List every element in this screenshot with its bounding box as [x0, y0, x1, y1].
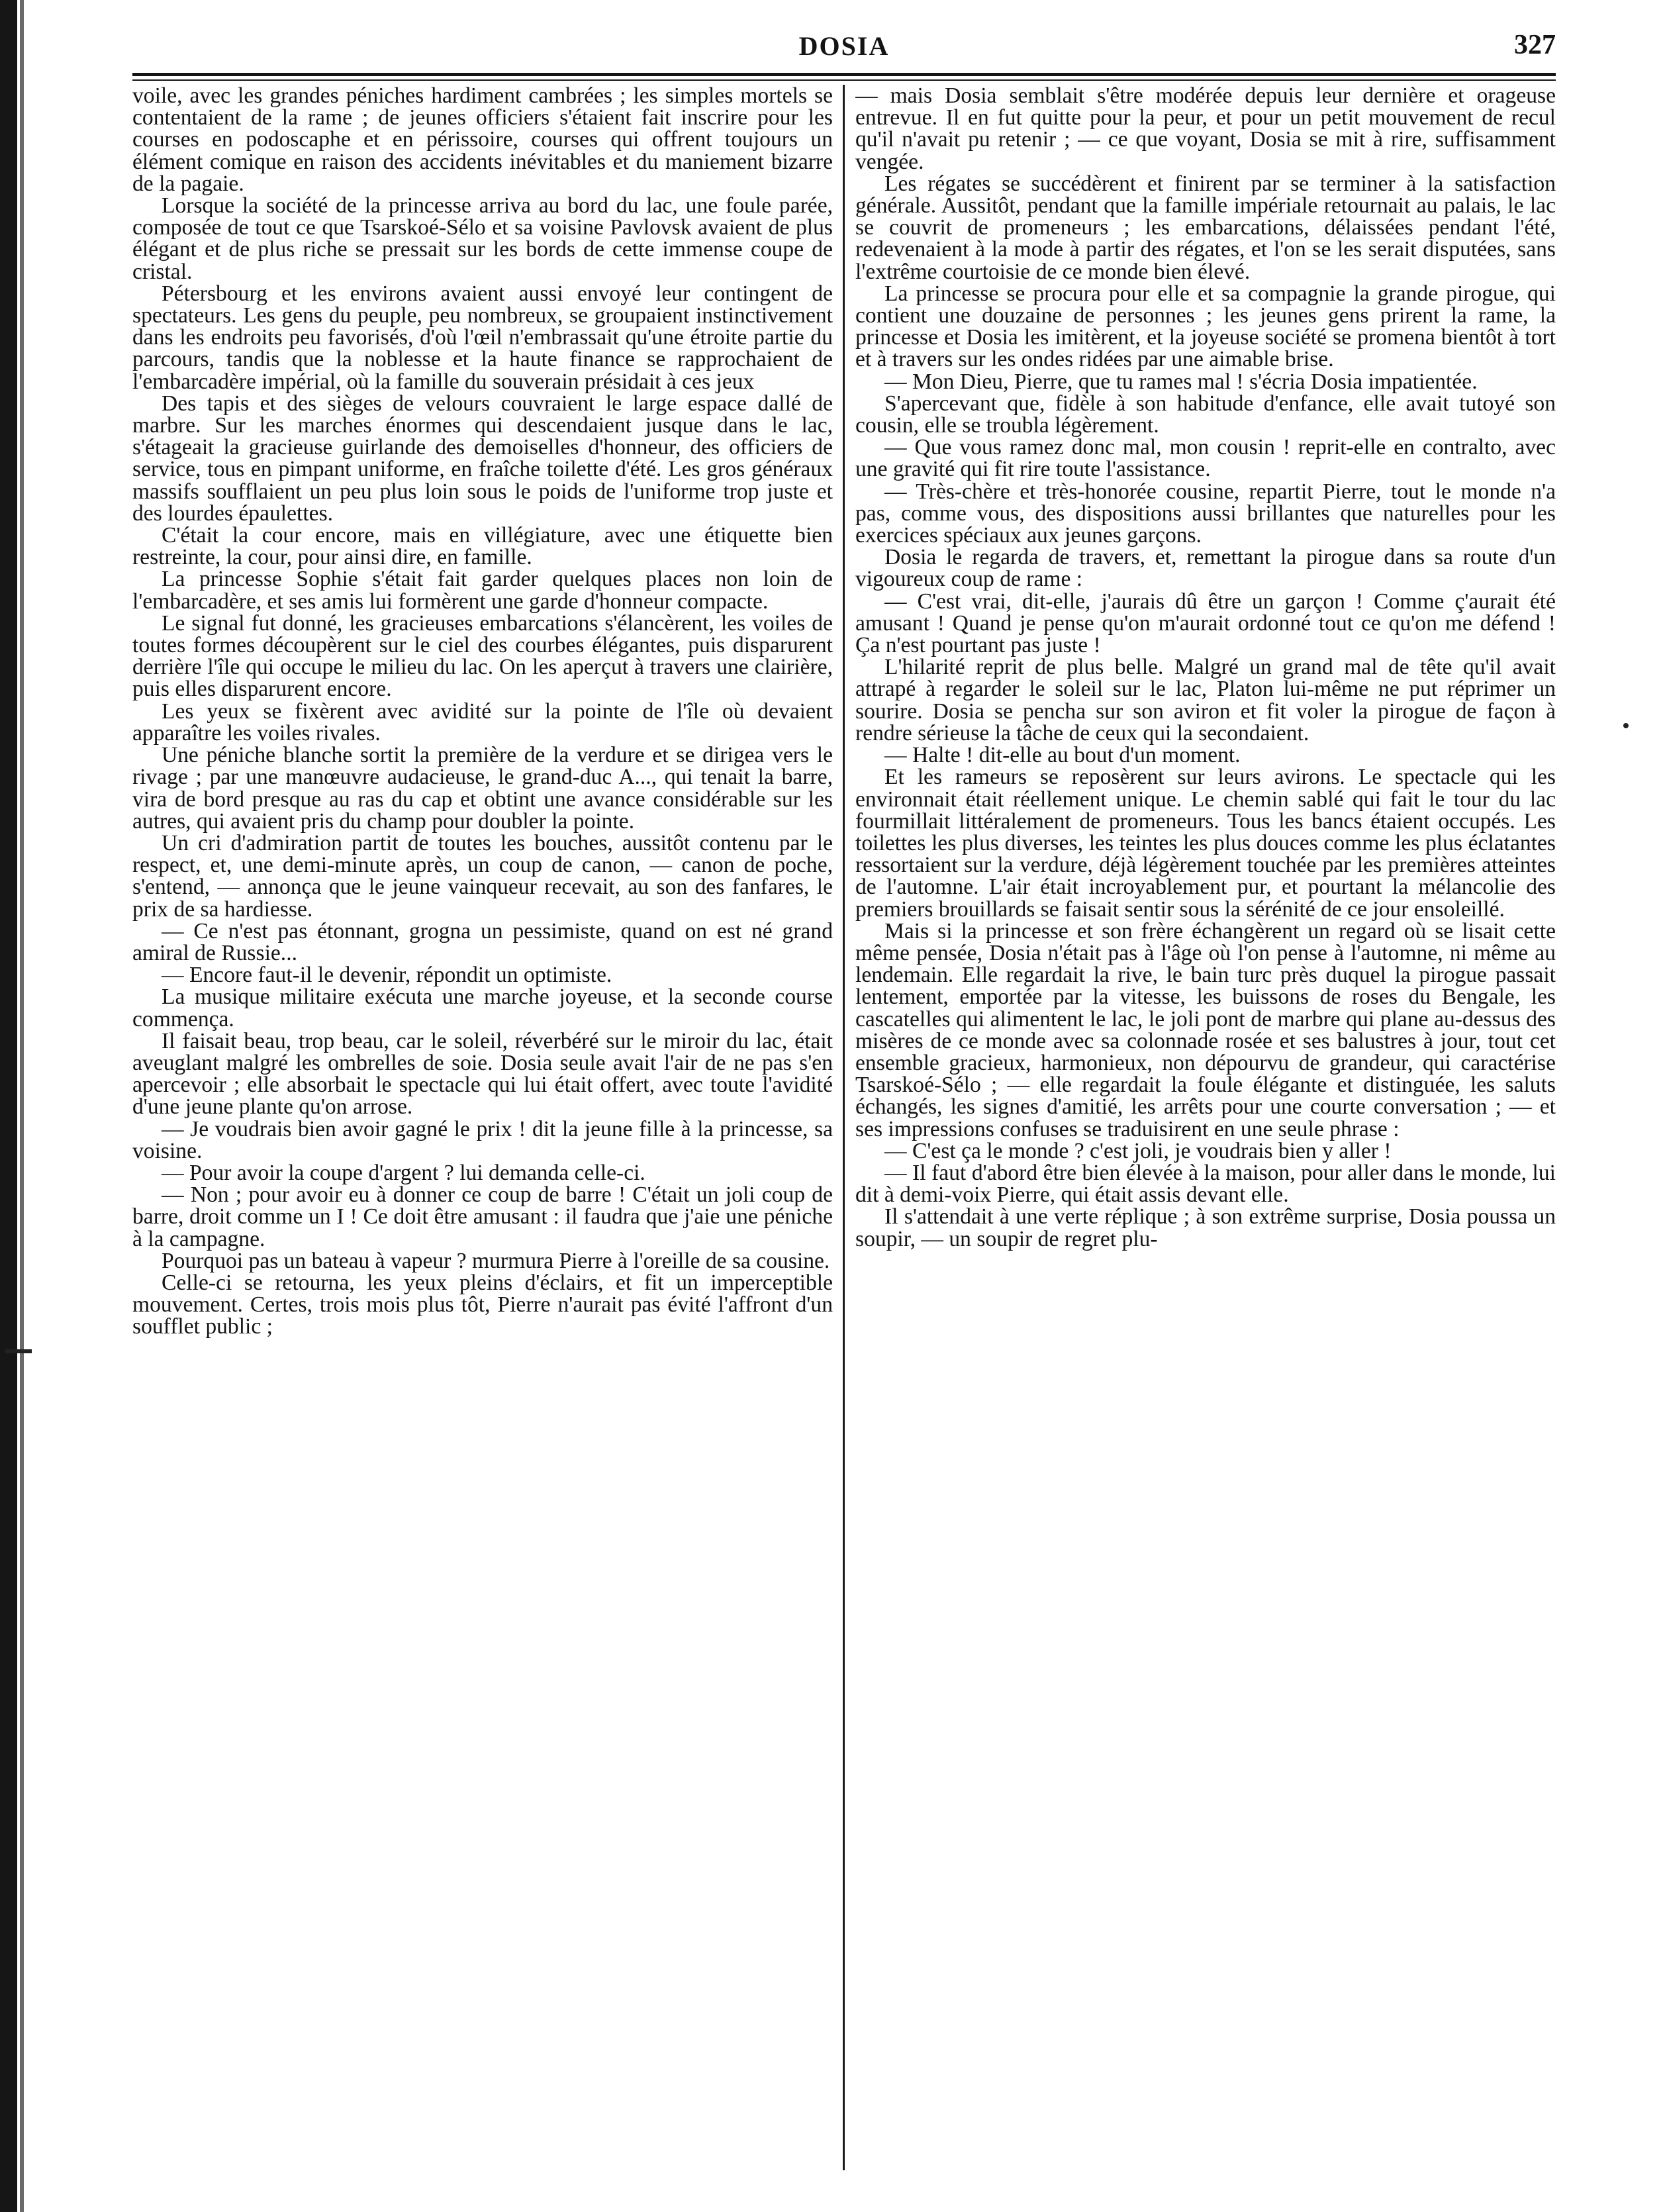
right-column [855, 85, 1556, 2177]
binding-edge [0, 0, 17, 2212]
paragraph: — Il faut d'abord être bien élevée à la maison, pour aller dans le monde, lui dit à demi-voix Pierre, qui était assis devant elle. [855, 1160, 1556, 1208]
paragraph: Pétersbourg et les environs avaient aussi envoyé leur contingent de spectateurs. Les gens du peuple, peu nombreux, se groupaient instinctivement dans les endroits peu favorisés, d'où l'œil n'embrassait qu'une étroite partie du parcours, tandis que la noblesse et la haute finance se rapprochaient de l'embarcadère impérial, où la famille du souverain présidait à ces jeux [132, 281, 833, 394]
paragraph: voile, avec les grandes péniches hardiment cambrées ; les simples mortels se contentaient de la rame ; de jeunes officiers s'étaient fait inscrire pour les courses en podoscaphe et en périssoire, courses qui offrent toujours un élément comique en raison des accidents inévitables et du maniement bizarre de la pagaie. [132, 85, 833, 196]
paragraph: S'apercevant que, fidèle à son habitude d'enfance, elle avait tutoyé son cousin, elle se troubla légèrement. [855, 391, 1556, 438]
page-number: 327 [1514, 30, 1556, 60]
running-title: DOSIA [798, 31, 890, 61]
column-divider [843, 85, 845, 2170]
binding-shadow [20, 0, 24, 2212]
paragraph: Les yeux se fixèrent avec avidité sur la pointe de l'île où devaient apparaître les voiles rivales. [132, 698, 833, 745]
paragraph: L'hilarité reprit de plus belle. Malgré un grand mal de tête qu'il avait attrapé à regarder le soleil sur le lac, Platon lui-même ne put réprimer un sourire. Dosia se pencha sur son aviron et fit voler la pirogue de façon à rendre sérieuse la tâche de ceux qui la secondaient. [855, 655, 1556, 745]
paragraph: Des tapis et des sièges de velours couvraient le large espace dallé de marbre. Sur les marches énormes qui descendaient jusque dans le lac, s'étageait la gracieuse guirlande des demoiselles d'honneur, des officiers de service, tous en pimpant uniforme, en fraîche toilette d'été. Les gros généraux massifs soufflaient un peu plus loin sous le poids de l'uniforme trop juste et des lourdes épaulettes. [132, 391, 833, 526]
header-rule-thick [132, 73, 1556, 76]
paragraph: Mais si la princesse et son frère échangèrent un regard où se lisait cette même pensée, Dosia n'était pas à l'âge où l'on pense à l'automne, ni même au lendemain. Elle regardait la rive, le bain turc près duquel la pirogue passait lentement, emportée par la vitesse, les buissons de roses du Bengale, les cascatelles qui alimentent le lac, le joli pont de marbre qui plane au-dessus des misères de ce monde avec sa colonnade rosée et ses balustres à jour, tout cet ensemble gracieux, harmonieux, non dépourvu de grandeur, qui caractérise Tsarskoé-Sélo ; — elle regardait la foule élégante et distinguée, les saluts échangés, les signes d'amitié, les arrêts pour une courte conversation ; — et ses impressions confuses se traduisirent en une seule phrase : [855, 918, 1556, 1141]
margin-dot [1623, 723, 1629, 728]
paragraph: Les régates se succédèrent et finirent par se terminer à la satisfaction générale. Aussitôt, pendant que la famille impériale retournait au palais, le lac se couvrit de promeneurs ; les embarcations, délaissées pendant l'été, redevenaient à la mode à partir des régates, et l'on se les serait disputées, sans l'extrême courtoisie de ce monde bien élevé. [855, 171, 1556, 284]
paragraph: — Encore faut-il le devenir, répondit un optimiste. [162, 963, 612, 988]
paragraph: — C'est vrai, dit-elle, j'aurais dû être un garçon ! Comme ç'aurait été amusant ! Quand je pense qu'on m'aurait ordonné tout ce qu'on me défend ! Ça n'est pourtant pas juste ! [855, 589, 1556, 658]
paragraph: Celle-ci se retourna, les yeux pleins d'éclairs, et fit un imperceptible mouvement. Certes, trois mois plus tôt, Pierre n'aurait pas évité l'affront d'un soufflet public ; [132, 1270, 833, 1339]
paragraph: Il faisait beau, trop beau, car le soleil, réverbéré sur le miroir du lac, était aveuglant malgré les ombrelles de soie. Dosia seule avait l'air de ne pas s'en apercevoir ; elle absorbait le spectacle qui lui était offert, avec toute l'avidité d'une jeune plante qu'on arrose. [132, 1028, 833, 1120]
paragraph: — Très-chère et très-honorée cousine, repartit Pierre, tout le monde n'a pas, comme vous, des dispositions aussi brillantes que naturelles pour les exercices spéciaux aux jeunes garçons. [855, 479, 1556, 548]
paragraph: — Halte ! dit-elle au bout d'un moment. [884, 743, 1241, 768]
paragraph: Une péniche blanche sortit la première de la verdure et se dirigea vers le rivage ; par une manœuvre audacieuse, le grand-duc A..., qui tenait la barre, vira de bord presque au ras du cap et obtint une avance considérable sur les autres, qui avaient pris du champ pour doubler la pointe. [132, 743, 833, 834]
paragraph: — C'est ça le monde ? c'est joli, je voudrais bien y aller ! [884, 1138, 1392, 1163]
paragraph: C'était la cour encore, mais en villégiature, avec une étiquette bien restreinte, la cour, pour ainsi dire, en famille. [132, 523, 833, 570]
margin-mark [5, 1349, 32, 1353]
paragraph: — Mon Dieu, Pierre, que tu rames mal ! s'écria Dosia impatientée. [884, 369, 1478, 394]
paragraph: La princesse se procura pour elle et sa compagnie la grande pirogue, qui contient une douzaine de personnes ; les jeunes gens prirent la rame, la princesse et Dosia les imitèrent, et la joyeuse société se promena bientôt à tort et à travers sur les ondes ridées par une aimable brise. [855, 281, 1556, 372]
paragraph: Un cri d'admiration partit de toutes les bouches, aussitôt contenu par le respect, et, une demi-minute après, un coup de canon, — canon de poche, s'entend, — annonça que le jeune vainqueur recevait, au son des fanfares, le prix de sa hardiesse. [132, 830, 833, 922]
paragraph: — Pour avoir la coupe d'argent ? lui demanda celle-ci. [162, 1160, 645, 1185]
header-rule-thin [132, 79, 1556, 81]
paragraph: Le signal fut donné, les gracieuses embarcations s'élancèrent, les voiles de toutes formes découpèrent sur le ciel des courbes élégantes, puis disparurent derrière l'île qui occupe le milieu du lac. On les aperçut à travers une clairière, puis elles disparurent encore. [132, 610, 833, 702]
paragraph: — mais Dosia semblait s'être modérée depuis leur dernière et orageuse entrevue. Il en fut quitte pour la peur, et pour un petit mouvement de recul qu'il n'avait pu retenir ; — ce que voyant, Dosia se mit à rire, suffisamment vengée. [855, 85, 1556, 174]
paragraph: Et les rameurs se reposèrent sur leurs avirons. Le spectacle qui les environnait était réellement unique. Le chemin sablé qui fait le tour du lac fourmillait littéralement de promeneurs. Tous les bancs étaient occupés. Les toilettes les plus diverses, les teintes les plus douces comme les plus éclatantes ressortaient sur la verdure, déjà légèrement touchée par les premières atteintes de l'automne. L'air était incroyablement pur, et pourtant la mélancolie des premiers brouillards se faisait sentir sous la sérénité de ce jour ensoleillé. [855, 765, 1556, 922]
paragraph: — Que vous ramez donc mal, mon cousin ! reprit-elle en contralto, avec une gravité qui fit rire toute l'assistance. [855, 435, 1556, 482]
paragraph: — Non ; pour avoir eu à donner ce coup de barre ! C'était un joli coup de barre, droit comme un I ! Ce doit être amusant : il faudra que j'aie une péniche à la campagne. [132, 1182, 833, 1251]
paragraph: La princesse Sophie s'était fait garder quelques places non loin de l'embarcadère, et ses amis lui formèrent une garde d'honneur compacte. [132, 567, 833, 614]
paragraph: Il s'attendait à une verte réplique ; à son extrême surprise, Dosia poussa un soupir, — un soupir de regret plu- [855, 1204, 1556, 1251]
left-column [132, 85, 833, 2177]
paragraph: La musique militaire exécuta une marche joyeuse, et la seconde course commença. [132, 985, 833, 1032]
page-header [132, 26, 1556, 69]
paragraph: Pourquoi pas un bateau à vapeur ? murmura Pierre à l'oreille de sa cousine. [162, 1248, 830, 1273]
paragraph: — Ce n'est pas étonnant, grogna un pessimiste, quand on est né grand amiral de Russie... [132, 918, 833, 965]
paragraph: Lorsque la société de la princesse arriva au bord du lac, une foule parée, composée de tout ce que Tsarskoé-Sélo et sa voisine Pavlovsk avaient de plus élégant et de plus riche se pressait sur les bords de cette immense coupe de cristal. [132, 193, 833, 284]
paragraph: — Je voudrais bien avoir gagné le prix ! dit la jeune fille à la princesse, sa voisine. [132, 1116, 833, 1163]
paragraph: Dosia le regarda de travers, et, remettant la pirogue dans sa route d'un vigoureux coup de rame : [855, 545, 1556, 592]
